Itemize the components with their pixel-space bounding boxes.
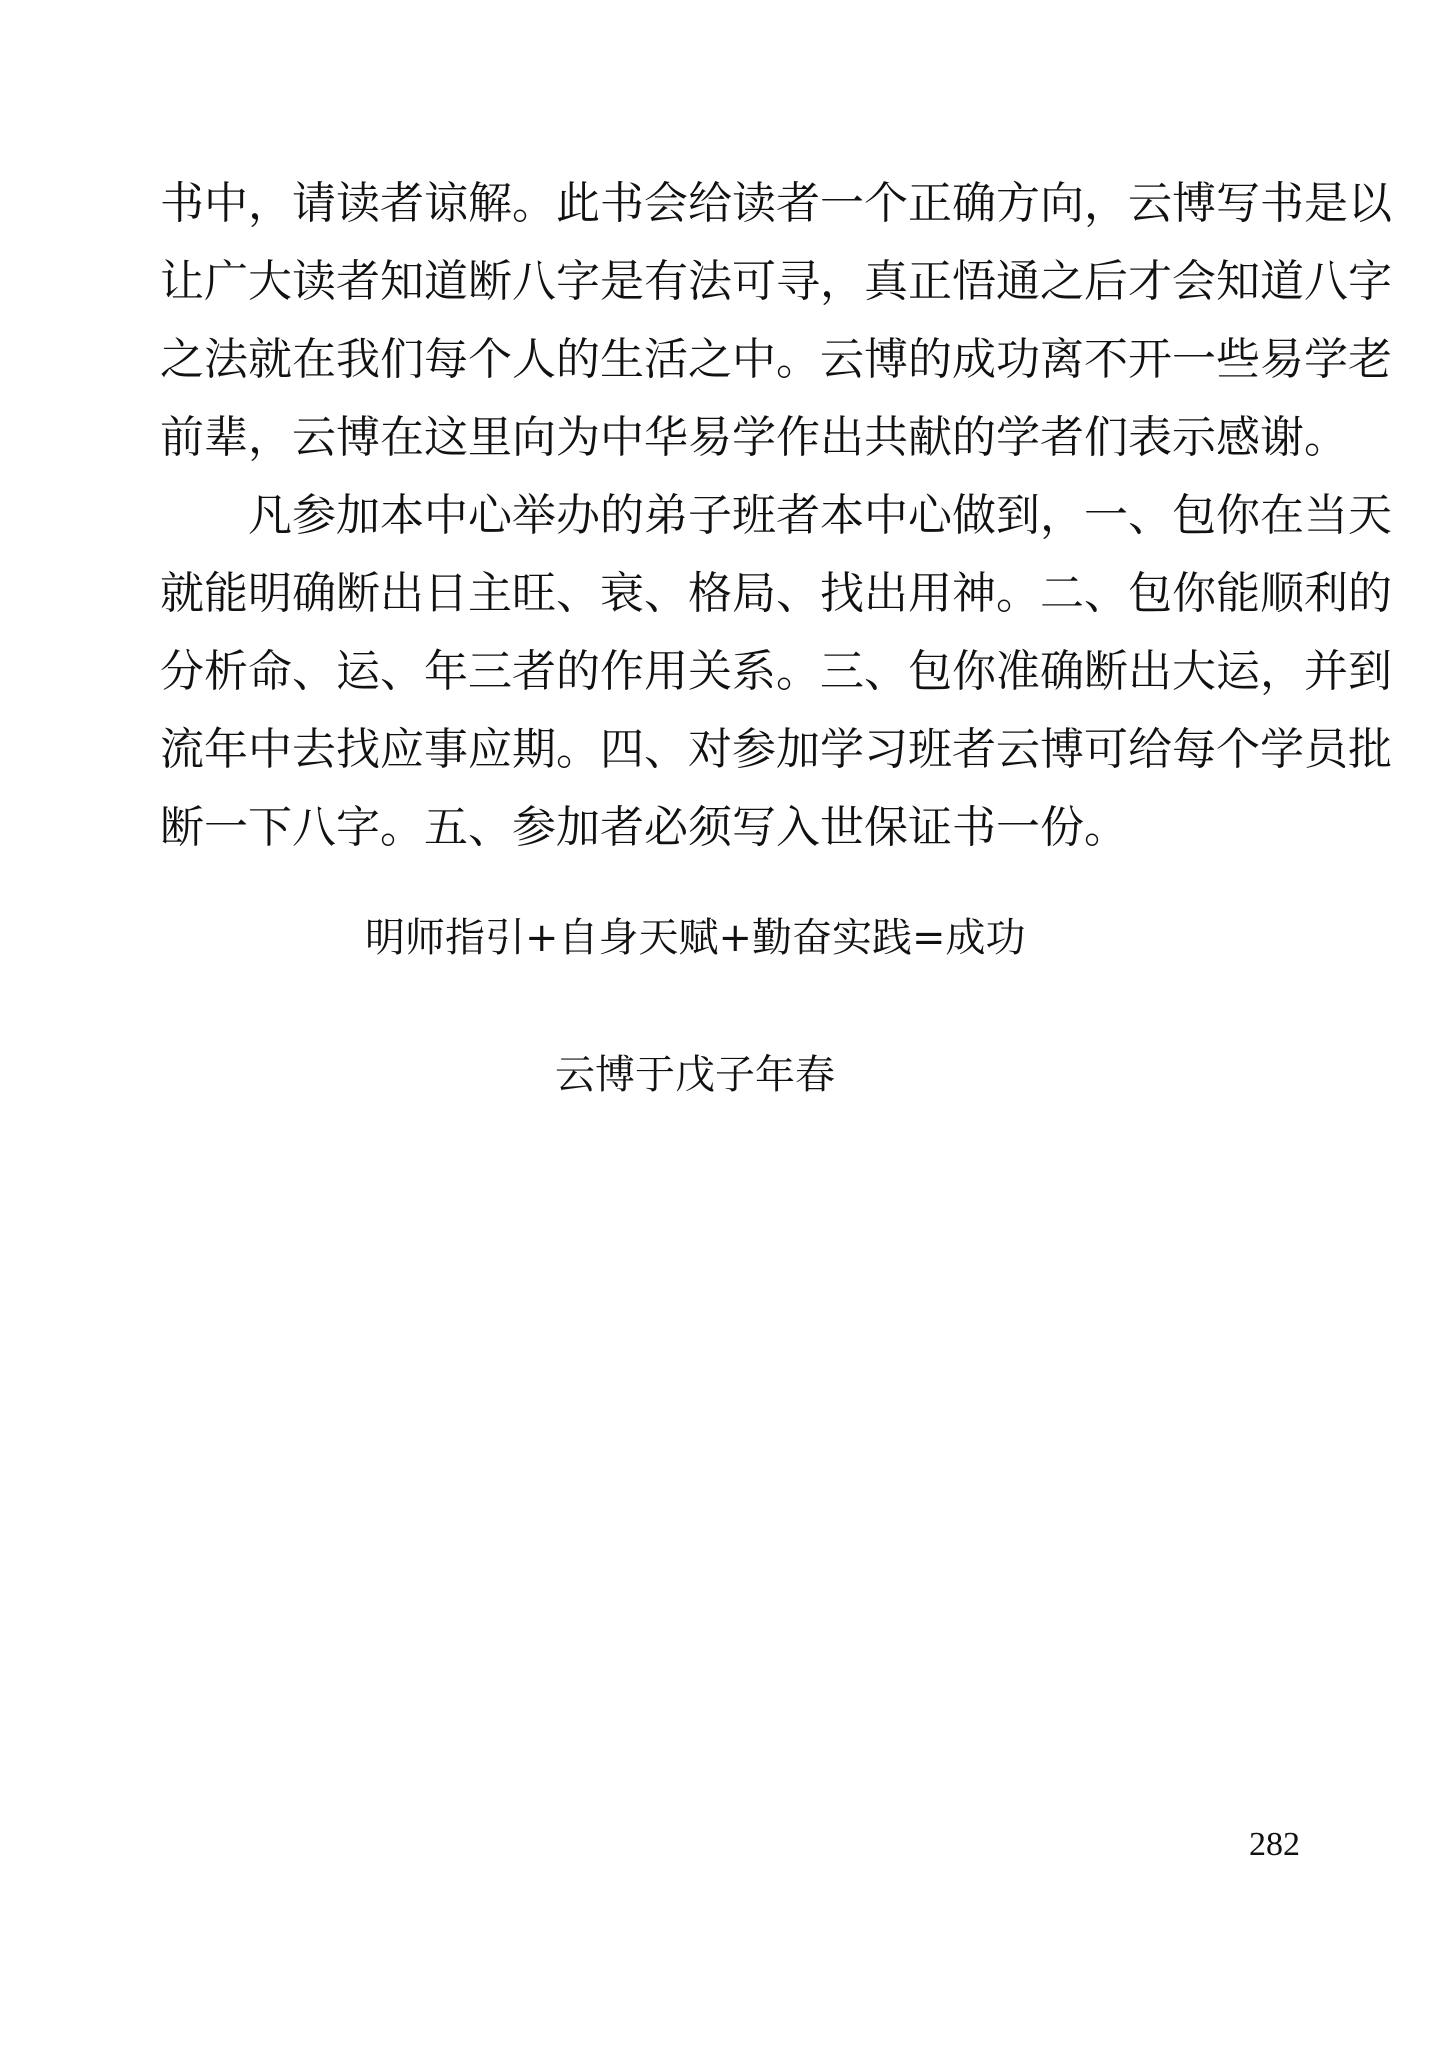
paragraph-1-line-2: 让广大读者知道断八字是有法可寻，真正悟通之后才会知道八字 — [160, 256, 1392, 307]
paragraph-1-line-1: 书中，请读者谅解。此书会给读者一个正确方向，云博写书是以 — [160, 178, 1392, 229]
signature-line: 云博于戊子年春 — [555, 1052, 835, 1098]
success-formula: 明师指引+自身天赋+勤奋实践=成功 — [365, 915, 1026, 961]
paragraph-2-line-5: 断一下八字。五、参加者必须写入世保证书一份。 — [160, 802, 1128, 853]
paragraph-2-line-4: 流年中去找应事应期。四、对参加学习班者云博可给每个学员批 — [160, 724, 1392, 775]
body-text — [160, 165, 1392, 867]
paragraph-1-line-3: 之法就在我们每个人的生活之中。云博的成功离不开一些易学老 — [160, 334, 1392, 385]
paragraph-2-line-1: 凡参加本中心举办的弟子班者本中心做到，一、包你在当天 — [248, 490, 1392, 541]
paragraph-2-line-3: 分析命、运、年三者的作用关系。三、包你准确断出大运，并到 — [160, 646, 1392, 697]
paragraph-1-line-4: 前辈，云博在这里向为中华易学作出共献的学者们表示感谢。 — [160, 412, 1348, 463]
page-number: 282 — [1249, 1826, 1300, 1863]
paragraph-2-line-2: 就能明确断出日主旺、衰、格局、找出用神。二、包你能顺利的 — [160, 568, 1392, 619]
